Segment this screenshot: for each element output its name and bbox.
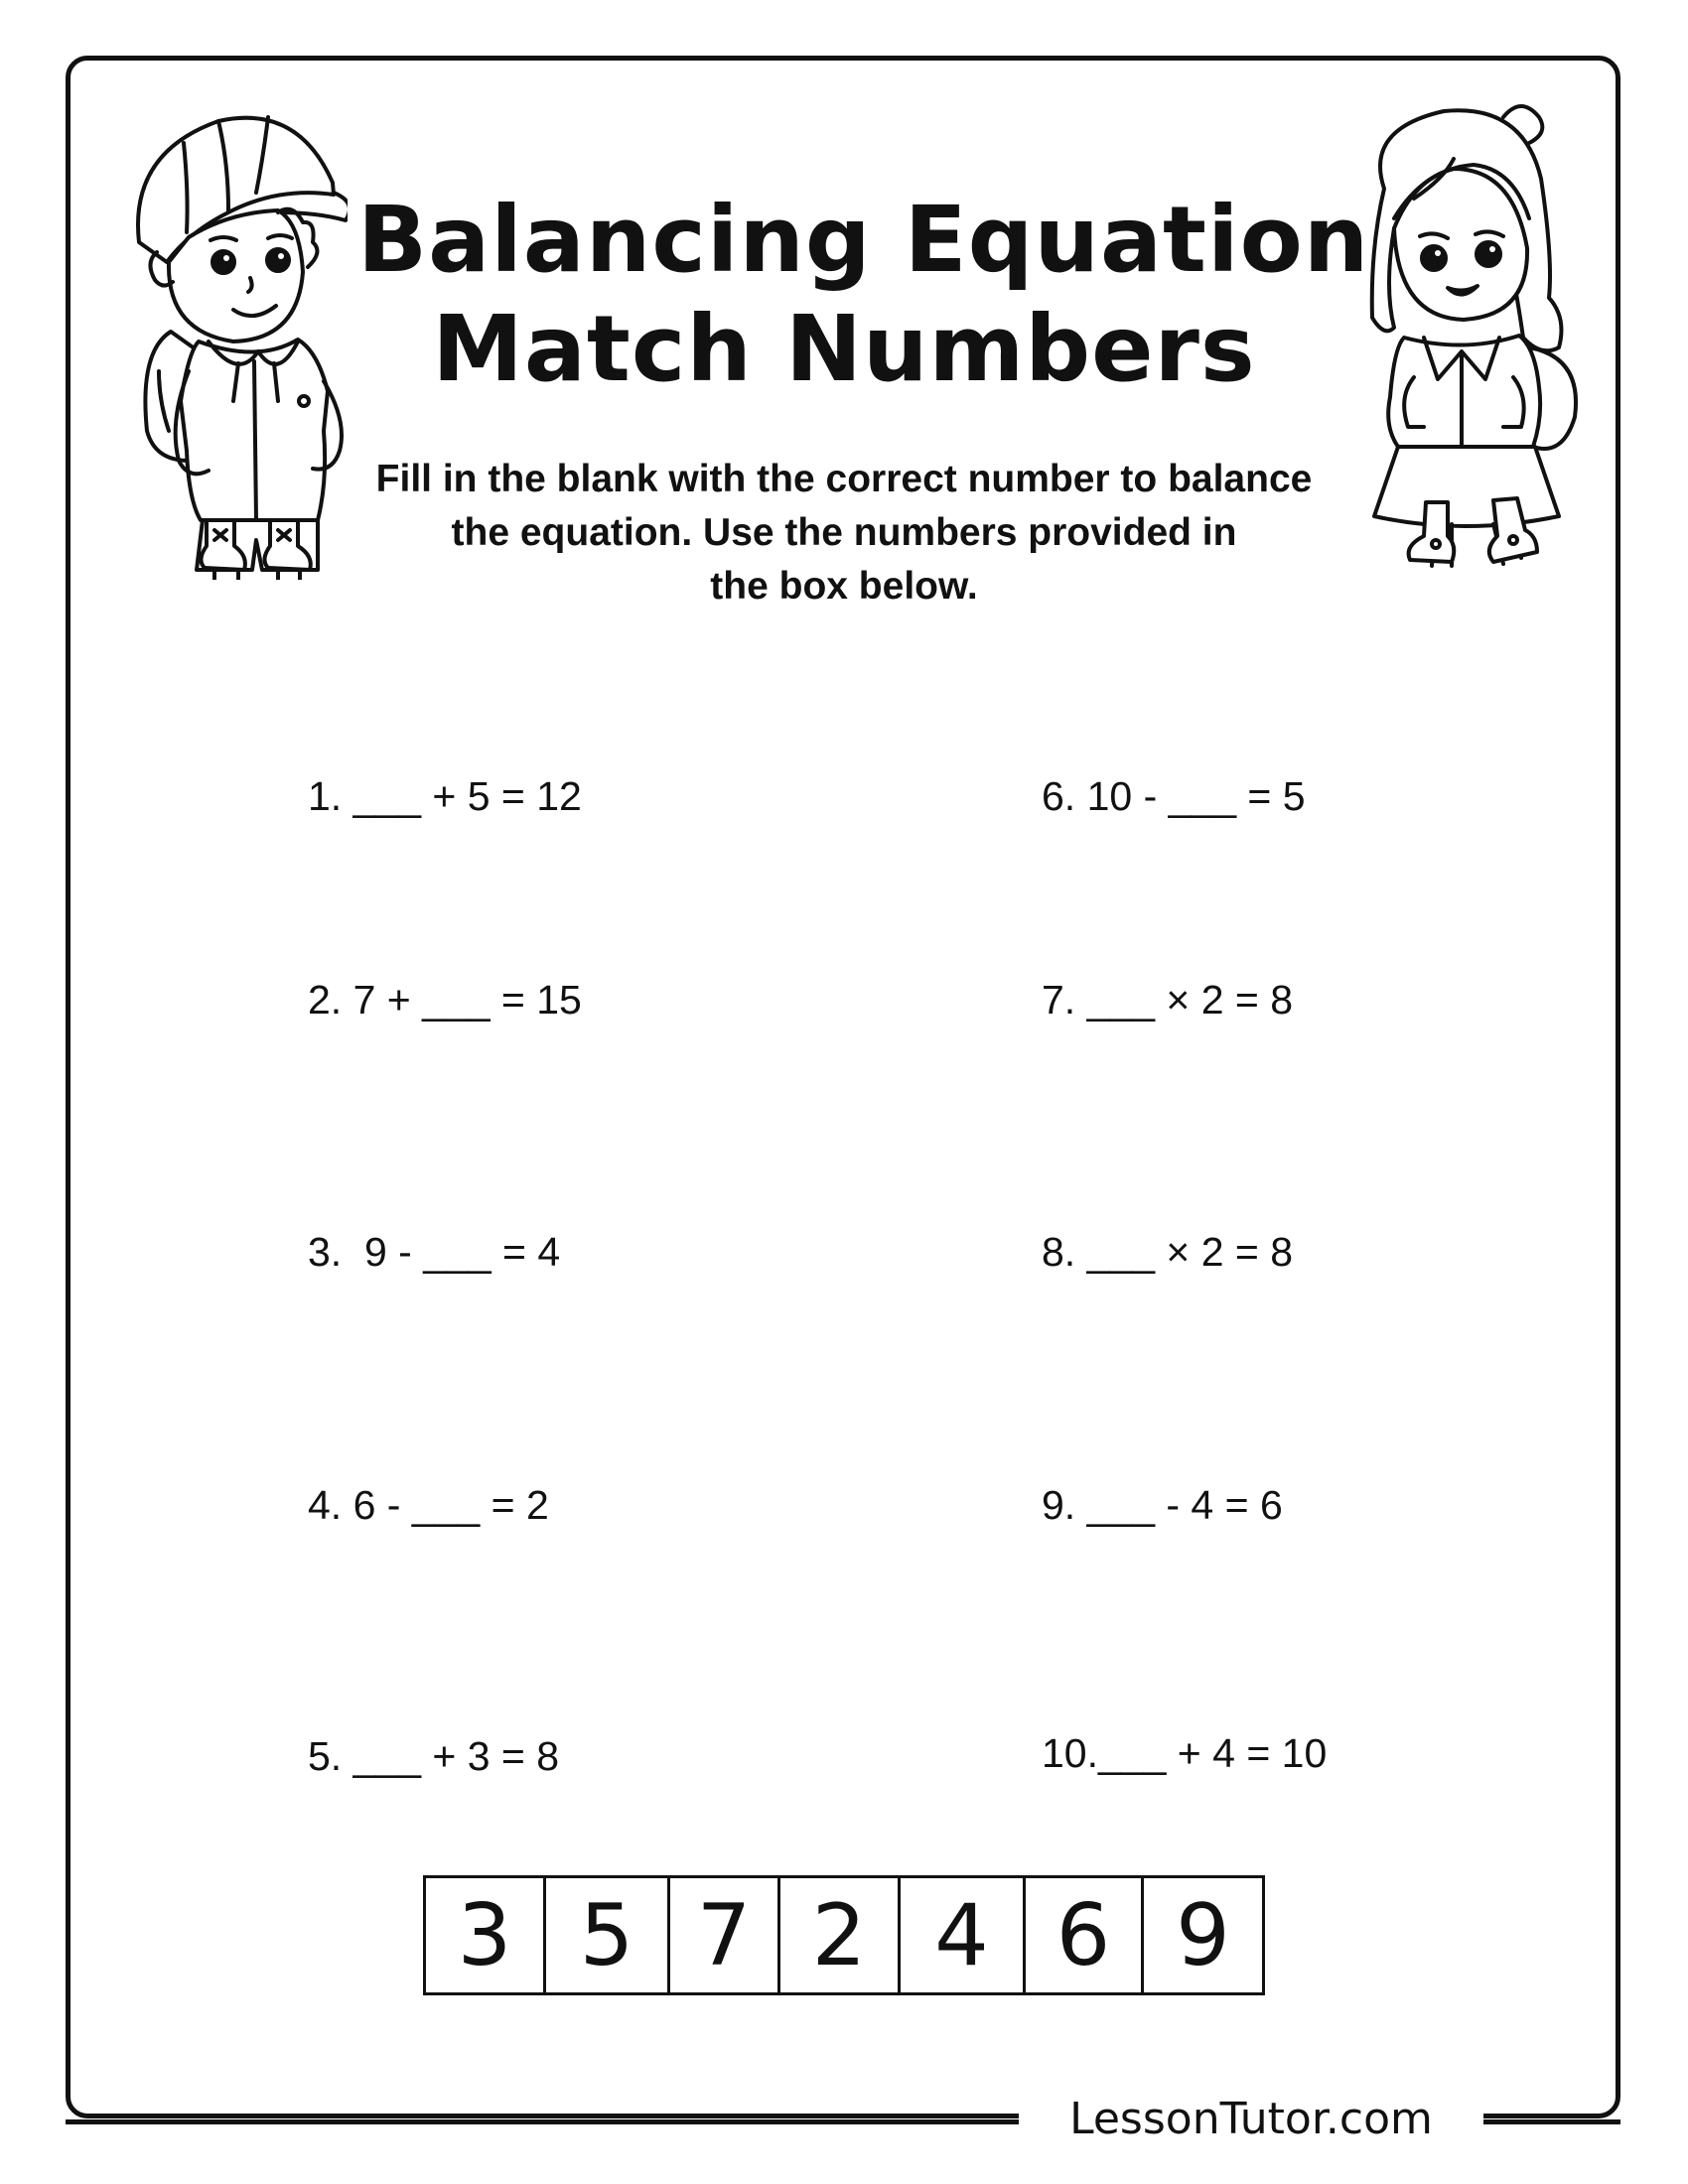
number-bank-cell: 4	[901, 1878, 1026, 1992]
number-bank-cell: 2	[780, 1878, 901, 1992]
problem-3: 3. 9 - ___ = 4	[308, 1229, 561, 1275]
instructions-line: the equation. Use the numbers provided in	[451, 511, 1237, 554]
worksheet-title-line2: Match Numbers	[432, 296, 1256, 402]
problem-5: 5. ___ + 3 = 8	[308, 1733, 560, 1779]
problem-10: 10.___ + 4 = 10	[1042, 1730, 1328, 1776]
problem-2: 2. 7 + ___ = 15	[308, 977, 582, 1023]
number-bank-cell: 6	[1026, 1878, 1144, 1992]
boy-shoes-icon	[195, 516, 324, 576]
number-bank-cell: 3	[426, 1878, 546, 1992]
number-bank-cell: 9	[1176, 1885, 1230, 1985]
footer-rule-left	[66, 2119, 1019, 2124]
footer-rule-right	[1483, 2119, 1620, 2124]
boy-with-backpack-icon	[129, 103, 348, 580]
problem-8: 8. ___ × 2 = 8	[1042, 1229, 1294, 1275]
problem-9: 9. ___ - 4 = 6	[1042, 1482, 1283, 1528]
worksheet-title-line1: Balancing Equation	[357, 187, 1370, 293]
problem-4: 4. 6 - ___ = 2	[308, 1482, 549, 1528]
problem-6: 6. 10 - ___ = 5	[1042, 773, 1306, 819]
instructions-line: the box below.	[710, 565, 978, 608]
number-bank-cell: 5	[546, 1878, 670, 1992]
number-bank-cell: 7	[670, 1878, 780, 1992]
instructions-line: Fill in the blank with the correct number to balance	[375, 458, 1313, 500]
footer-site-name: LessonTutor.com	[1069, 2094, 1433, 2144]
number-bank	[423, 1875, 1265, 1995]
problem-1: 1. ___ + 5 = 12	[308, 773, 582, 819]
problem-7: 7. ___ × 2 = 8	[1042, 977, 1294, 1023]
instructions	[357, 453, 1331, 614]
girl-boots-icon	[1402, 496, 1551, 576]
